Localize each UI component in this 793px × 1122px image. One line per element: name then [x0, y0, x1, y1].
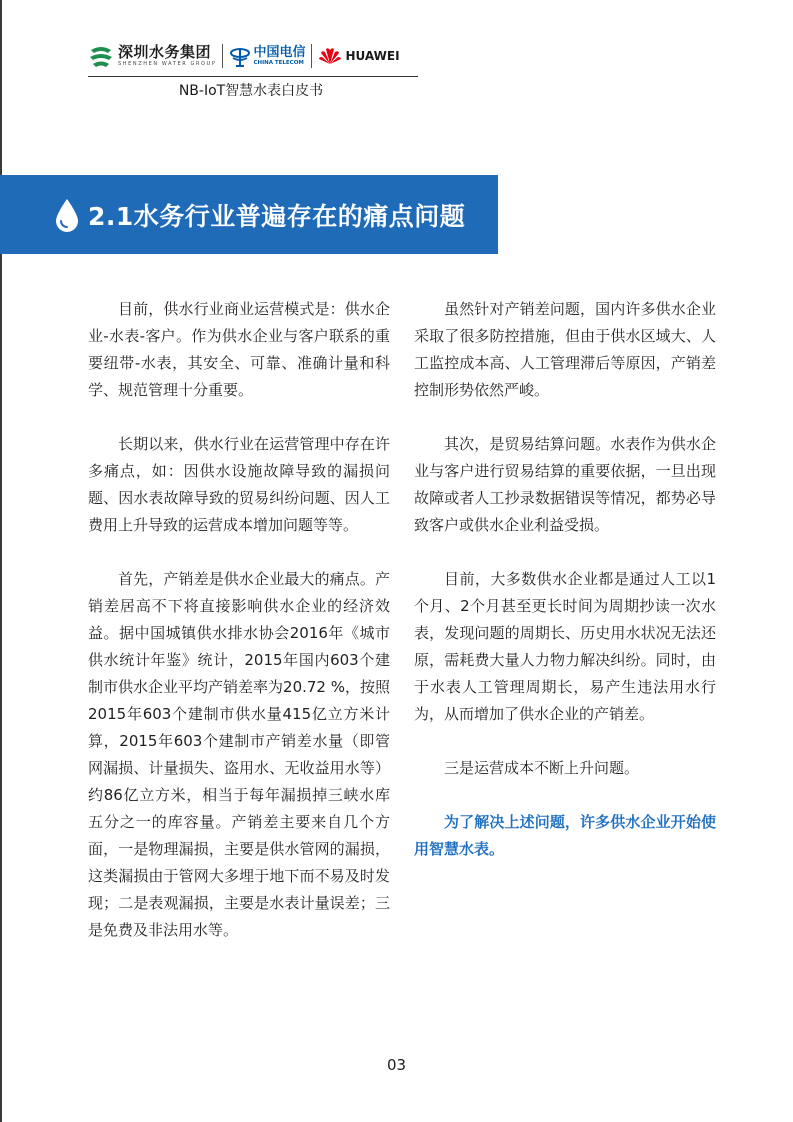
partner-logos: [88, 40, 428, 72]
shenzhen-water-en: SHENZHEN WATER GROUP: [118, 61, 217, 67]
paragraph: 其次，是贸易结算问题。水表作为供水企业与客户进行贸易结算的重要依据，一旦出现故障或者人工抄录数据错误等情况，都势必导致客户或供水企业利益受损。: [414, 435, 716, 534]
china-telecom-icon: [229, 44, 251, 68]
paragraph: 三是运营成本不断上升问题。: [444, 759, 640, 777]
page-number: 03: [386, 1056, 407, 1074]
page-header: [88, 40, 428, 100]
section-banner: [0, 175, 498, 254]
huawei-flower-icon: [318, 46, 342, 66]
paragraph: 长期以来，供水行业在运营管理中存在许多痛点，如：因供水设施故障导致的漏损问题、因水表故障导致的贸易纠纷问题、因人工费用上升导致的运营成本增加问题等等。: [88, 435, 390, 534]
shenzhen-water-name: 深圳水务集团: [118, 43, 212, 61]
document-title: NB-IoT智慧水表白皮书: [178, 83, 324, 99]
paragraph: 目前，供水行业商业运营模式是：供水企业-水表-客户。作为供水企业与客户联系的重要纽带-水表，其安全、可靠、准确计量和科学、规范管理十分重要。: [88, 300, 390, 399]
water-drop-icon: [54, 197, 80, 233]
paragraph: 目前，大多数供水企业都是通过人工以1个月、2个月甚至更长时间为周期抄读一次水表，发现问题的周期长、历史用水状况无法还原，需耗费大量人力物力解决纠纷。同时，由于水表人工管理周期长，易产生违法用水行为，从而增加了供水企业的产销差。: [414, 570, 716, 723]
china-telecom-logo: [229, 44, 305, 68]
right-column: [414, 296, 716, 890]
logo-divider: [311, 44, 312, 68]
paragraph: 首先，产销差是供水企业最大的痛点。产销差居高不下将直接影响供水企业的经济效益。据中国城镇供水排水协会2016年《城市供水统计年鉴》统计，2015年国内603个建制市供水企业平均产销差率为20.72 %，按照2015年603个建制市供水量415亿立方米计算，2015年603个建制市产销差水量（即管网漏损、计量损失、盗用水、无收益用水等）约86亿立方米，相当于每年漏损掉三峡水库五分之一的库容量。产销差主要来自几个方面，一是物理漏损，主要是供水管网的漏损，这类漏损由于管网大多埋于地下而不易及时发现；二是表观漏损，主要是水表计量误差；三是免费及非法用水等。: [88, 570, 390, 939]
huawei-logo: [318, 46, 399, 66]
logo-divider: [222, 44, 223, 68]
shenzhen-water-icon: [88, 44, 114, 68]
china-telecom-en: CHINA TELECOM: [253, 59, 304, 66]
china-telecom-name: 中国电信: [253, 44, 306, 60]
huawei-name: HUAWEI: [345, 49, 400, 63]
header-rule: [88, 76, 418, 77]
section-title: 2.1水务行业普遍存在的痛点问题: [88, 201, 466, 231]
page-edge-rule: [0, 0, 2, 1122]
paragraph: 虽然针对产销差问题，国内许多供水企业采取了很多防控措施，但由于供水区域大、人工监控成本高、人工管理滞后等原因，产销差控制形势依然严峻。: [414, 300, 716, 399]
highlight-paragraph: 为了解决上述问题，许多供水企业开始使用智慧水表。: [414, 813, 716, 858]
left-column: [88, 296, 390, 971]
shenzhen-water-logo: [88, 44, 216, 68]
